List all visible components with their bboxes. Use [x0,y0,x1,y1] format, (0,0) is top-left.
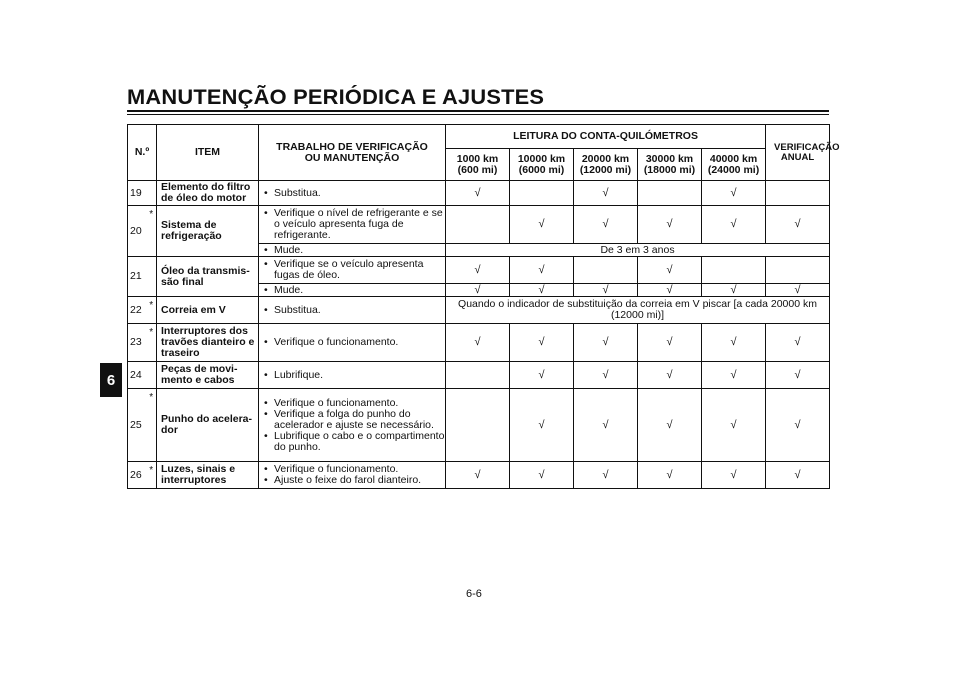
check-cell: √ [702,462,766,489]
row-star [147,181,157,206]
title-rule-thick [127,110,829,112]
check-cell [446,362,510,389]
row-item: Interruptores dos travões dianteiro e traseiro [157,324,259,362]
interval-span-note: De 3 em 3 anos [446,244,830,257]
header-num: N.º [128,125,157,181]
row-work: • Substitua. [259,181,446,206]
check-cell: √ [702,181,766,206]
check-cell: √ [766,362,830,389]
table-row [128,462,830,489]
check-cell [766,181,830,206]
check-cell: √ [638,389,702,462]
check-cell: √ [702,284,766,297]
check-cell: √ [638,206,702,244]
row-work: • Mude. [259,244,446,257]
check-cell: √ [574,362,638,389]
check-cell: √ [702,362,766,389]
row-item: Punho do acelera-dor [157,389,259,462]
row-number: 22 [128,297,147,324]
check-cell: √ [574,462,638,489]
interval-span-note: Quando o indicador de substituição da correia em V piscar [a cada 20000 km (12000 mi)] [446,297,830,324]
check-cell [766,257,830,284]
row-work: • Substitua. [259,297,446,324]
check-cell: √ [574,389,638,462]
check-cell: √ [510,206,574,244]
header-annual: VERIFICAÇÃO ANUAL [766,125,830,181]
header-row-1 [128,125,830,149]
row-work: • Verifique o nível de refrigerante e se o veículo apresenta fuga de refrigerante. [259,206,446,244]
check-cell: √ [766,284,830,297]
check-cell: √ [702,206,766,244]
check-cell: √ [638,284,702,297]
header-interval-4: 30000 km (18000 mi) [638,149,702,181]
check-cell: √ [446,324,510,362]
row-star [147,362,157,389]
row-work: • Verifique se o veículo apresenta fugas de óleo. [259,257,446,284]
check-cell: √ [510,462,574,489]
page-number: 6-6 [466,588,482,600]
check-cell: √ [702,324,766,362]
row-number: 23 [128,324,147,362]
table-row [128,389,830,462]
check-cell: √ [638,362,702,389]
table-row [128,362,830,389]
row-star: * [147,297,157,324]
row-item: Peças de movi-mento e cabos [157,362,259,389]
table-row [128,181,830,206]
header-item: ITEM [157,125,259,181]
check-cell: √ [638,462,702,489]
check-cell [638,181,702,206]
check-cell [446,206,510,244]
check-cell: √ [574,181,638,206]
check-cell: √ [638,324,702,362]
check-cell: √ [766,462,830,489]
header-interval-2: 10000 km (6000 mi) [510,149,574,181]
row-item: Óleo da transmis-são final [157,257,259,297]
row-star: * [147,324,157,362]
row-work: • Mude. [259,284,446,297]
check-cell: √ [446,181,510,206]
table-row [128,324,830,362]
row-work: • Verifique o funcionamento. • Verifique a folga do punho do acelerador e ajuste se necessário. • Lubrifique o cabo e o compartimento do punho. [259,389,446,462]
row-item: Elemento do filtro de óleo do motor [157,181,259,206]
row-star: * [147,206,157,257]
header-interval-3: 20000 km (12000 mi) [574,149,638,181]
check-cell: √ [766,389,830,462]
header-work: TRABALHO DE VERIFICAÇÃO OU MANUTENÇÃO [259,125,446,181]
check-cell: √ [446,284,510,297]
row-item: Sistema de refrigeração [157,206,259,257]
check-cell: √ [638,257,702,284]
row-star [147,257,157,297]
row-item: Luzes, sinais e interruptores [157,462,259,489]
row-number: 21 [128,257,147,297]
check-cell: √ [766,324,830,362]
title-rule-thin [127,114,829,115]
table-row [128,297,830,324]
row-number: 26 [128,462,147,489]
maintenance-table [127,124,840,489]
check-cell: √ [574,284,638,297]
header-odometer: LEITURA DO CONTA-QUILÓMETROS [446,125,766,149]
check-cell: √ [702,389,766,462]
page-title: MANUTENÇÃO PERIÓDICA E AJUSTES [127,86,545,109]
table-row [128,257,830,284]
check-cell: √ [574,206,638,244]
header-interval-5: 40000 km (24000 mi) [702,149,766,181]
row-number: 19 [128,181,147,206]
check-cell [510,181,574,206]
check-cell [446,389,510,462]
row-number: 24 [128,362,147,389]
check-cell [574,257,638,284]
check-cell: √ [766,206,830,244]
check-cell: √ [574,324,638,362]
row-star: * [147,389,157,462]
check-cell: √ [510,362,574,389]
check-cell: √ [446,257,510,284]
row-number: 20 [128,206,147,257]
header-interval-1: 1000 km (600 mi) [446,149,510,181]
row-work: • Verifique o funcionamento. • Ajuste o feixe do farol dianteiro. [259,462,446,489]
check-cell: √ [446,462,510,489]
section-tab[interactable]: 6 [100,363,122,397]
check-cell: √ [510,257,574,284]
row-work: • Verifique o funcionamento. [259,324,446,362]
row-number: 25 [128,389,147,462]
check-cell: √ [510,324,574,362]
check-cell: √ [510,389,574,462]
row-item: Correia em V [157,297,259,324]
row-work: • Lubrifique. [259,362,446,389]
check-cell: √ [510,284,574,297]
check-cell [702,257,766,284]
row-star: * [147,462,157,489]
table-row [128,206,830,244]
